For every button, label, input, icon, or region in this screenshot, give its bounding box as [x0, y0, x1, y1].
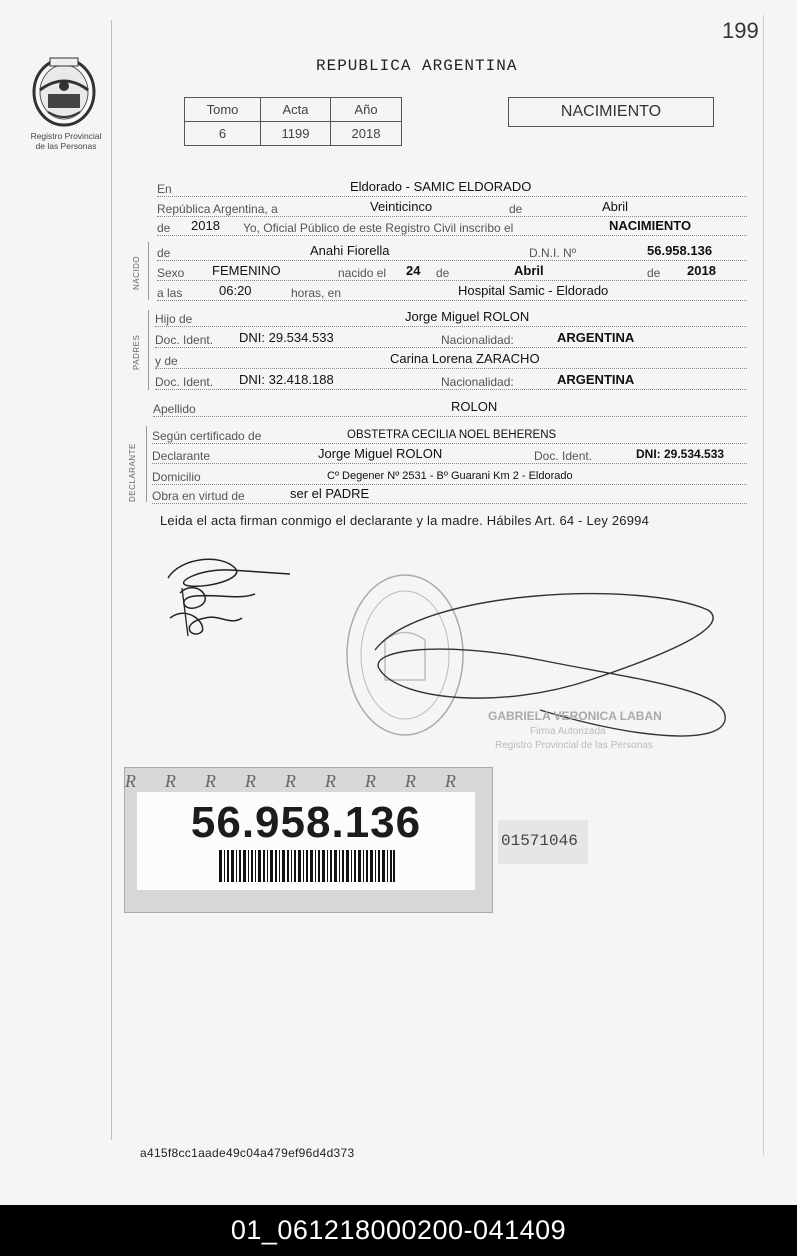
label-doc: Doc. Ident. [155, 333, 214, 347]
label-domicilio: Domicilio [152, 470, 201, 484]
record-type-box: NACIMIENTO [508, 97, 714, 127]
label-de: de [509, 202, 523, 216]
pattern-letter: R [445, 771, 456, 791]
row-sexo [157, 262, 747, 281]
value-mother-doc: DNI: 32.418.188 [239, 372, 334, 387]
label-de-3: de [647, 266, 661, 280]
document-title: REPUBLICA ARGENTINA [316, 57, 518, 75]
value-ano: 2018 [331, 122, 402, 146]
closing-statement: Leida el acta firman conmigo el declarante y la madre. Hábiles Art. 64 - Ley 26994 [160, 513, 649, 528]
value-child-name: Anahi Fiorella [310, 243, 390, 258]
value-acta: 1199 [261, 122, 331, 146]
value-year: 2018 [191, 218, 220, 233]
value-mother-nationality: ARGENTINA [557, 372, 635, 387]
value-month: Abril [602, 199, 629, 214]
label-nacionalidad-2: Nacionalidad: [441, 375, 514, 389]
label-horas: horas, en [291, 286, 342, 300]
label-doc-2: Doc. Ident. [155, 375, 214, 389]
label-yde: y de [155, 354, 178, 368]
value-father: Jorge Miguel ROLON [405, 309, 530, 324]
section-brace-nacido [148, 242, 149, 300]
stamp-pattern [125, 768, 492, 792]
label-en: En [157, 182, 172, 196]
margin-line [111, 20, 112, 1140]
row-domicilio [152, 466, 747, 485]
registry-line-1: Registro Provincial [30, 131, 102, 141]
section-label-nacido: NACIDO [132, 255, 141, 290]
value-declarante: Jorge Miguel ROLON [318, 446, 443, 461]
value-tomo: 6 [185, 122, 261, 146]
value-birth-day: 24 [406, 263, 421, 278]
value-birth-month: Abril [514, 263, 544, 278]
section-label-declarante: DECLARANTE [128, 443, 137, 502]
value-domicilio: Cº Degener Nº 2531 - Bº Guarani Km 2 - Eldorado [327, 470, 573, 482]
row-oficial [157, 217, 747, 236]
row-en [157, 178, 747, 197]
serial-number: 01571046 [501, 832, 578, 850]
value-certificado: OBSTETRA CECILIA NOEL BEHERENS [347, 429, 557, 441]
id-stamp [124, 767, 493, 913]
label-declarante: Declarante [152, 449, 211, 463]
label-doc-declarante: Doc. Ident. [534, 449, 593, 463]
label-apellido: Apellido [153, 402, 196, 416]
pattern-letter: R [245, 771, 256, 791]
row-hora [157, 282, 747, 301]
pattern-letter: R [125, 771, 136, 791]
value-birth-year: 2018 [687, 263, 716, 278]
label-hijo: Hijo de [155, 312, 193, 326]
barcode-icon [219, 850, 395, 882]
header-tomo: Tomo [185, 98, 261, 122]
page-edge [763, 15, 764, 1155]
row-republica [157, 198, 747, 217]
value-mother: Carina Lorena ZARACHO [390, 351, 540, 366]
pattern-letter: R [165, 771, 176, 791]
officer-office: Registro Provincial de las Personas [495, 740, 653, 751]
value-day-words: Veinticinco [370, 199, 433, 214]
pattern-letter: R [205, 771, 216, 791]
value-sexo: FEMENINO [212, 263, 281, 278]
record-table [184, 97, 402, 146]
label-obra: Obra en virtud de [152, 489, 245, 503]
row-apellido [153, 398, 747, 417]
row-certificado [152, 425, 747, 444]
page-number: 199 [722, 18, 759, 43]
row-y-de [155, 350, 747, 369]
value-time: 06:20 [219, 283, 252, 298]
value-father-doc: DNI: 29.534.533 [239, 330, 334, 345]
label-de-2: de [436, 266, 450, 280]
label-de2: de [157, 221, 171, 235]
section-brace-padres [148, 310, 149, 390]
label-oficial: Yo, Oficial Público de este Registro Civil inscribo el [243, 221, 514, 235]
value-child-dni: 56.958.136 [647, 243, 713, 258]
row-mother-doc [155, 371, 747, 390]
row-nacido-name [157, 242, 747, 261]
value-apellido: ROLON [451, 399, 498, 414]
pattern-letter: R [285, 771, 296, 791]
label-nacionalidad: Nacionalidad: [441, 333, 514, 347]
label-dni: D.N.I. Nº [529, 246, 577, 260]
row-obra [152, 485, 747, 504]
label-sexo: Sexo [157, 266, 185, 280]
label-republica: República Argentina, a [157, 202, 278, 216]
official-seal [340, 570, 740, 760]
section-brace-declarante [146, 426, 147, 502]
pattern-letter: R [405, 771, 416, 791]
row-hijo-de [155, 308, 747, 327]
stamp-panel [137, 792, 475, 890]
stamp-number: 56.958.136 [190, 798, 422, 847]
pattern-letter: R [365, 771, 376, 791]
label-alas: a las [157, 286, 183, 300]
value-obra: ser el PADRE [290, 486, 370, 501]
value-birth-place: Hospital Samic - Eldorado [458, 283, 609, 298]
value-father-nationality: ARGENTINA [557, 330, 635, 345]
registry-line-2: de las Personas [35, 141, 97, 151]
row-declarante [152, 445, 747, 464]
label-certificado: Según certificado de [152, 429, 262, 443]
value-doc-declarante: DNI: 29.534.533 [636, 447, 725, 461]
label-de: de [157, 246, 171, 260]
header-ano: Año [331, 98, 402, 122]
pattern-letter: R [325, 771, 336, 791]
officer-title: Firma Autorizada [530, 726, 606, 737]
officer-name: GABRIELA VERONICA LABAN [488, 709, 662, 723]
header-acta: Acta [261, 98, 331, 122]
value-inscribo: NACIMIENTO [609, 218, 692, 233]
signature-image [160, 548, 300, 643]
document-hash: a415f8cc1aade49c04a479ef96d4d373 [140, 1146, 355, 1160]
provincial-crest-icon [26, 50, 102, 130]
registry-caption [18, 131, 114, 151]
label-nacido: nacido el [338, 266, 387, 280]
row-father-doc [155, 329, 747, 348]
footer-id: 01_061218000200-041409 [0, 1205, 797, 1256]
section-label-padres: PADRES [132, 334, 141, 370]
value-place: Eldorado - SAMIC ELDORADO [350, 179, 532, 194]
